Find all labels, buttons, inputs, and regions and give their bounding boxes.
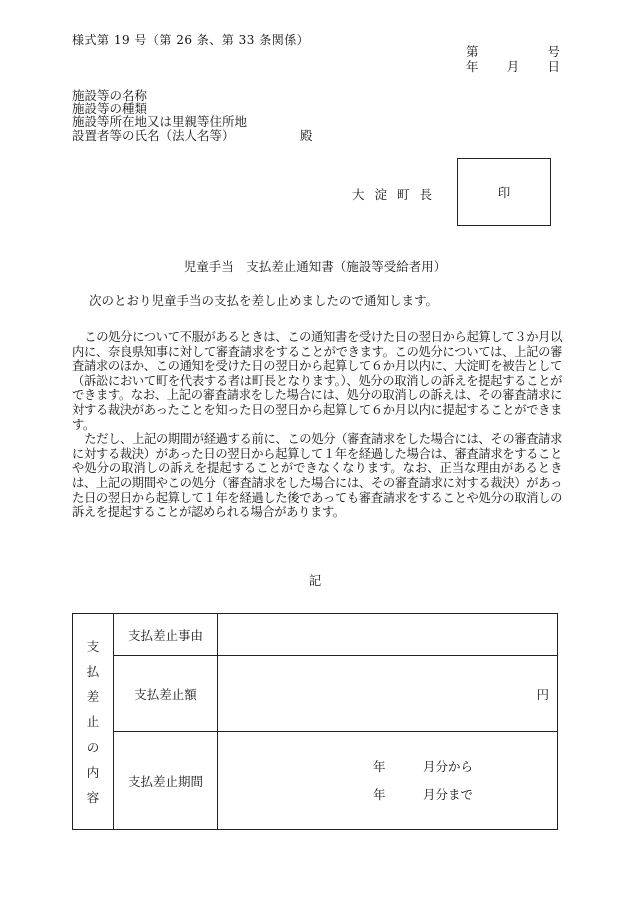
reason-field[interactable] [218,614,558,656]
date-day: 日 [547,59,560,74]
amount-field[interactable] [218,656,558,732]
operator-name-label: 設置者等の氏名（法人名等） [72,127,235,143]
period-field[interactable] [218,732,558,830]
doc-no-label: 第 [466,44,479,59]
appeal-notice [72,330,562,520]
date-year: 年 [466,59,479,74]
facility-type-label: 施設等の種類 [72,101,148,117]
form-number: 様式第 19 号（第 26 条、第 33 条関係） [72,33,310,47]
facility-name-label: 施設等の名称 [72,88,148,103]
side-label-char: 内 [86,765,100,781]
side-label-char: 差 [86,689,100,705]
amount-unit: 円 [536,686,549,702]
period-to-month: 月分まで [423,786,474,802]
addressee-block [72,88,313,143]
side-label-char: 支 [86,638,100,654]
side-label-char: 容 [86,790,100,806]
honorific: 殿 [300,127,313,143]
side-label [73,637,113,807]
reason-label: 支払差止事由 [114,614,218,656]
notice-paragraph-2: ただし、上記の期間が経過する前に、この処分（審査請求をした場合には、その審査請求に対する裁決）があった日の翌日から起算して１年を経過した場合は、審査請求をすることや処分の取消しの訴えを提起することができなくなります。なお、正当な理由があるときは、上記の期間やこの処分（審査請求をした場合には、その審査請求に対する裁決）があった日の翌日から起算して１年を経過した後であっても審査請求をすることや処分の取消しの訴えを提起することが認められる場合があります。 [72,432,562,520]
seal-label: 印 [497,185,511,200]
side-label-char: 払 [86,663,100,679]
document-title: 児童手当 支払差止通知書（施設等受給者用） [183,259,447,274]
document-number-block [466,44,560,74]
details-table [72,613,558,830]
ki-heading: 記 [308,573,322,588]
date-month: 月 [506,59,520,74]
period-from-year: 年 [373,758,386,774]
facility-address-label: 施設等所在地又は里親等住所地 [72,114,248,130]
period-label: 支払差止期間 [114,732,218,830]
amount-label: 支払差止額 [114,656,218,732]
side-label-char: の [86,739,100,755]
period-from-month: 月分から [423,758,474,774]
side-label-cell [73,614,114,830]
side-label-char: 止 [86,714,100,730]
issuer-name: 大淀町長 [352,187,443,202]
seal-box [457,158,551,226]
notice-paragraph-1: この処分について不服があるときは、この通知書を受けた日の翌日から起算して３か月以内に、奈良県知事に対して審査請求をすることができます。この処分については、上記の審査請求のほか、この通知を受けた日の翌日から起算して６か月以内に、大淀町を被告として（訴訟において町を代表する者は町長となります。）、処分の取消しの訴えを提起することができます。なお、上記の審査請求をした場合には、処分の取消しの訴えは、その審査請求に対する裁決があったことを知った日の翌日から起算して６か月以内に提起することができます。 [72,330,562,432]
doc-no-suffix: 号 [547,44,560,59]
period-to-year: 年 [373,786,386,802]
lead-sentence: 次のとおり児童手当の支払を差し止めましたので通知します。 [89,293,439,308]
